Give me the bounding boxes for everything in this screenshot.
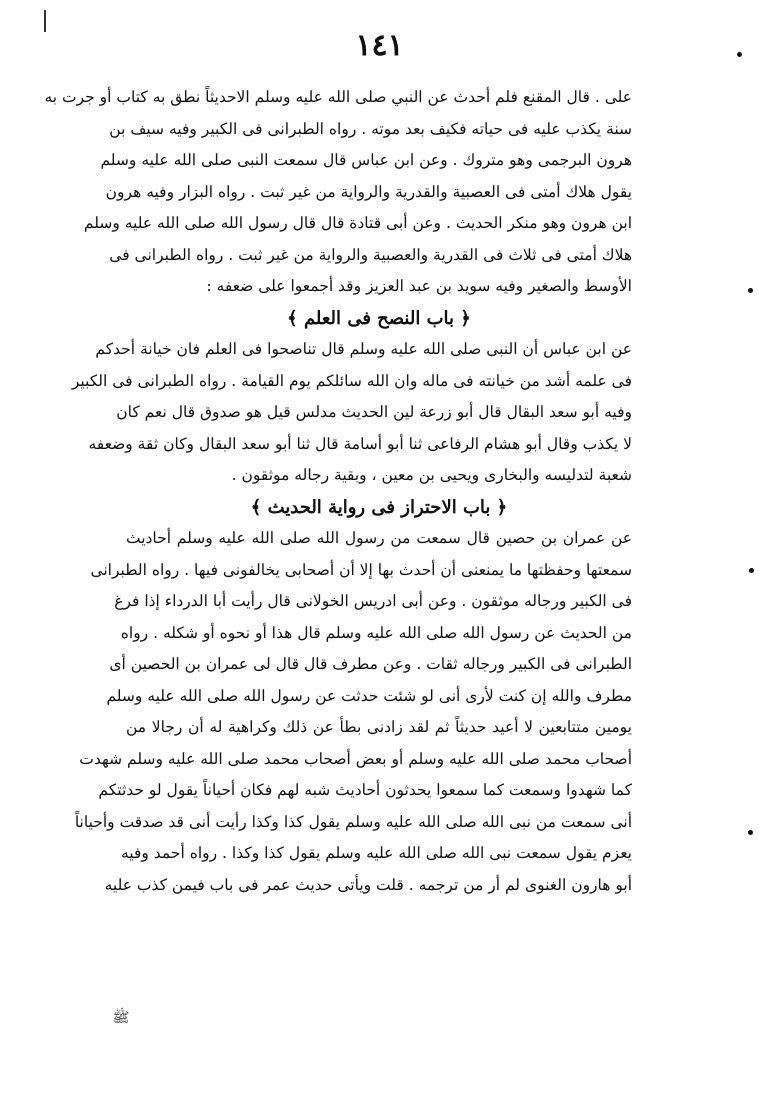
margin-dot xyxy=(748,830,753,835)
text-line: عن عمران بن حصين قال سمعت من رسول الله صلى الله عليه وسلم أحاديث xyxy=(126,529,632,547)
text-line: على . قال المقنع فلم أحدث عن النبي صلى الله عليه وسلم الاحديثاً نطق به كتاب أو جرت به xyxy=(44,88,632,106)
honorific-seal: ﷺ xyxy=(112,1010,130,1026)
text-line: الطبرانى فى الكبير ورجاله ثقات . وعن مطرف قال قال لى عمران بن الحصين أى xyxy=(109,655,632,673)
text-line: شعبة لتدليسه والبخارى ويحيى بن معين ، وبقية رجاله موثقون . xyxy=(231,466,632,484)
text-line: هلاك أمتى فى ثلاث فى القدرية والعصبية والرواية من غير ثبت . رواه الطبرانى فى xyxy=(109,245,632,264)
text-line: مطرف والله إن كنت لأرى أنى لو شئت حدثت عن رسول الله صلى الله عليه وسلم xyxy=(106,686,632,705)
margin-dot xyxy=(748,288,753,293)
text-line: أبو هارون الغنوى لم أر من ترجمه . قلت ويأتى حديث عمر فى باب فيمن كذب عليه xyxy=(104,875,632,894)
text-line: لا يكذب وقال أبو هشام الرفاعى ثنا أبو أسامة قال ثنا أبو سعد البقال وكان ثقة وضعفه xyxy=(88,434,632,453)
text-line: سنة يكذب عليه فى حياته فكيف بعد موته . رواه الطبرانى فى الكبير وفيه سيف بن xyxy=(109,119,632,138)
text-line: وفيه أبو سعد البقال قال أبو زرعة لين الحديث مدلس قيل هو صدوق قال نعم كان xyxy=(116,403,632,421)
text-line: من الحديث عن رسول الله صلى الله عليه وسلم قال هذا أو نحوه أو شكله . رواه xyxy=(120,623,632,642)
page-number: ١٤١ xyxy=(355,28,404,63)
text-line: فى الكبير ورجاله موثقون . وعن أبى ادريس الخولانى قال رأيت أبا الدرداء إذا فرغ xyxy=(114,592,632,610)
text-line: فى علمه أشد من خيانته فى ماله وان الله سائلكم يوم القيامة . رواه الطبرانى فى الكبير xyxy=(71,371,632,390)
text-line: هرون البرجمى وهو متروك . وعن ابن عباس قال سمعت النبى صلى الله عليه وسلم xyxy=(100,151,632,169)
margin-dot xyxy=(749,568,754,573)
chapter-heading: ﴿ باب النصح فى العلم ﴾ xyxy=(287,307,471,329)
text-line: يومين متتابعين لا أعيد حديثاً ثم لقد زادنى بطأ عن ذلك وكراهية له أن رجالا من xyxy=(126,718,632,736)
text-line: كما شهدوا وسمعت كما سمعوا يحدثون أحاديث شبه لهم فكان أحياناً يقول لو حدثتكم xyxy=(98,781,632,799)
text-line: سمعتها وحفظتها ما يمنعنى أن أحدث بها إلا أن أصحابى يخالفونى فيها . رواه الطبرانى xyxy=(90,560,632,579)
text-line: أنى سمعت من نبى الله صلى الله عليه وسلم يقول كذا وكذا رأيت أنى قد صدقت وأحياناً xyxy=(74,812,632,831)
text-line: عن ابن عباس أن النبى صلى الله عليه وسلم قال تناصحوا فى العلم فان خيانة أحدكم xyxy=(95,340,632,358)
text-line: أصحاب محمد صلى الله عليه وسلم أو بعض أصحاب محمد صلى الله عليه وسلم شهدت xyxy=(79,749,632,768)
text-line: يقول هلاك أمتى فى العصبية والقدرية والرواية من غير ثبت . رواه البزار وفيه هرون xyxy=(105,182,632,201)
text-line: يعزم يقول سمعت نبى الله صلى الله عليه وسلم يقول كذا وكذا . رواه أحمد وفيه xyxy=(120,844,632,862)
text-line: الأوسط والصغير وفيه سويد بن عبد العزيز وقد أجمعوا على ضعفه : xyxy=(206,277,632,295)
margin-dot xyxy=(737,52,742,57)
chapter-heading: ﴿ باب الاحتراز فى رواية الحديث ﴾ xyxy=(250,496,508,518)
text-line: ابن هرون وهو منكر الحديث . وعن أبى قتادة قال قال رسول الله صلى الله عليه وسلم xyxy=(83,214,632,232)
page-body xyxy=(44,82,632,901)
